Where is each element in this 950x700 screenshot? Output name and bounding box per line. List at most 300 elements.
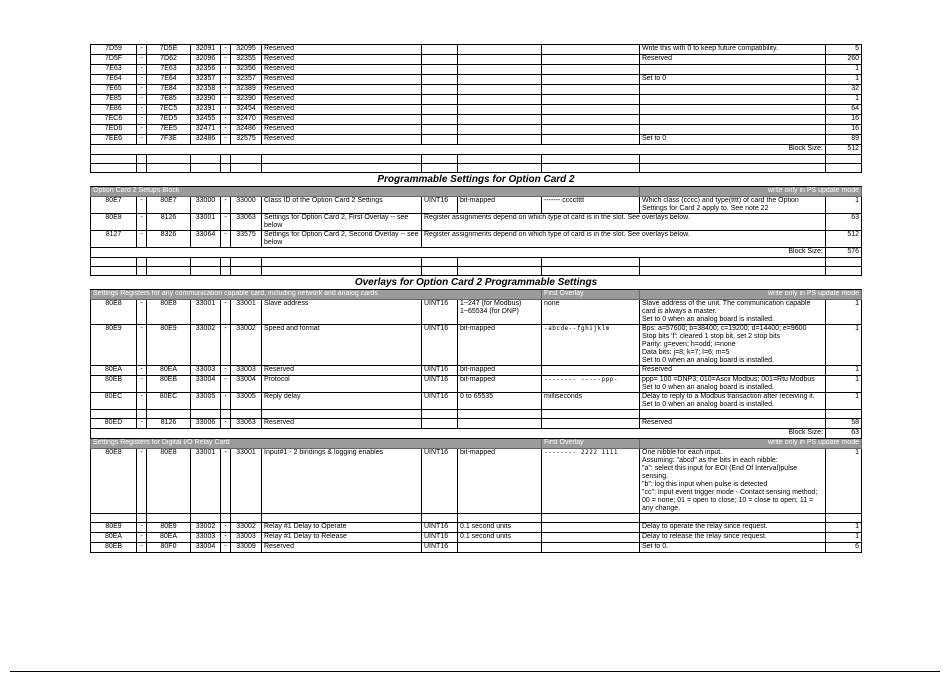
hex-end-cell: 7ED5 xyxy=(147,115,191,125)
dash-cell: - xyxy=(221,376,231,393)
register-name-cell: Reserved xyxy=(262,366,422,376)
dash-cell: - xyxy=(221,45,231,55)
dash-cell: - xyxy=(221,393,231,410)
hex-end-cell: 80E9 xyxy=(147,325,191,366)
table-row xyxy=(91,65,862,75)
dec-start-cell: 33006 xyxy=(191,419,221,429)
units-cell: milliseconds xyxy=(542,393,640,410)
format-cell xyxy=(422,135,458,145)
format-cell xyxy=(422,65,458,75)
format-cell xyxy=(422,125,458,135)
band-write-mode: write only in PS update mode xyxy=(640,439,862,449)
dec-start-cell: 33000 xyxy=(191,197,221,214)
size-cell: 6 xyxy=(826,543,862,553)
hex-start-cell: 80EA xyxy=(91,533,137,543)
dec-end-cell: 32454 xyxy=(231,105,262,115)
range-cell xyxy=(458,105,542,115)
section-title: Programmable Settings for Option Card 2 xyxy=(91,173,862,187)
table-row xyxy=(91,75,862,85)
description-cell xyxy=(640,65,826,75)
format-cell xyxy=(422,55,458,65)
range-cell: 0.1 second units xyxy=(458,523,542,533)
units-cell xyxy=(542,366,640,376)
units-cell: ------- cccctttt xyxy=(542,197,640,214)
dec-end-cell: 32486 xyxy=(231,125,262,135)
description-cell xyxy=(640,125,826,135)
range-cell xyxy=(458,75,542,85)
size-cell: 1 xyxy=(826,325,862,366)
dec-end-cell: 33575 xyxy=(231,231,262,248)
range-cell xyxy=(458,95,542,105)
table-row xyxy=(91,393,862,410)
dash-cell: - xyxy=(137,325,147,366)
dash-cell: - xyxy=(137,105,147,115)
dash-cell: - xyxy=(221,543,231,553)
table-row xyxy=(91,325,862,366)
hex-start-cell: 7E64 xyxy=(91,75,137,85)
units-cell xyxy=(542,105,640,115)
size-cell: 63 xyxy=(826,214,862,231)
dec-end-cell: 32390 xyxy=(231,95,262,105)
units-cell: -------- 2222 1111 xyxy=(542,449,640,514)
hex-end-cell: 80EA xyxy=(147,366,191,376)
band-overlay: First Overlay xyxy=(542,290,640,300)
range-cell: 0 to 65535 xyxy=(458,393,542,410)
dec-start-cell: 32455 xyxy=(191,115,221,125)
register-name-cell: Reserved xyxy=(262,95,422,105)
format-cell xyxy=(422,115,458,125)
hex-end-cell: 80E8 xyxy=(147,449,191,514)
dec-end-cell: 33003 xyxy=(231,366,262,376)
dash-cell: - xyxy=(221,523,231,533)
register-name-cell: Reserved xyxy=(262,85,422,95)
register-name-cell: Reserved xyxy=(262,135,422,145)
dec-start-cell: 33001 xyxy=(191,214,221,231)
dash-cell: - xyxy=(221,95,231,105)
size-cell: 512 xyxy=(826,231,862,248)
dec-end-cell: 33001 xyxy=(231,300,262,325)
register-name-cell: Reserved xyxy=(262,419,422,429)
units-cell xyxy=(542,115,640,125)
dash-cell: - xyxy=(137,135,147,145)
format-cell xyxy=(422,75,458,85)
dec-end-cell: 33063 xyxy=(231,419,262,429)
section-title-row xyxy=(91,173,862,187)
description-cell xyxy=(640,115,826,125)
format-cell: UINT16 xyxy=(422,449,458,514)
size-cell: 260 xyxy=(826,55,862,65)
dash-cell: - xyxy=(137,366,147,376)
dec-start-cell: 33064 xyxy=(191,231,221,248)
dash-cell: - xyxy=(221,125,231,135)
hex-start-cell: 7D5F xyxy=(91,55,137,65)
size-cell: 1 xyxy=(826,95,862,105)
description-cell: Bps: a=57600; b=38400; c=19200; d=14400; e=9600 Stop bits 'f': cleared 1 stop bit, set 2 stop bits Parity: g=even; h=odd; i=none Data bits: j=8; k=7; l=6; m=5 Set to 0 when an analog board is installed. xyxy=(640,325,826,366)
hex-start-cell: 7ED6 xyxy=(91,125,137,135)
dec-start-cell: 32096 xyxy=(191,55,221,65)
format-cell: UINT16 xyxy=(422,393,458,410)
hex-start-cell: 80E8 xyxy=(91,300,137,325)
format-cell xyxy=(422,45,458,55)
range-cell xyxy=(458,115,542,125)
block-size-label: Block Size: xyxy=(91,429,826,439)
dash-cell: - xyxy=(137,449,147,514)
register-name-cell: Reply delay xyxy=(262,393,422,410)
dec-end-cell: 33004 xyxy=(231,376,262,393)
units-cell: -------- -----ppp- xyxy=(542,376,640,393)
band-label: Option Card 2 Setups Block xyxy=(91,187,640,197)
register-name-cell: Settings for Option Card 2, First Overlay -- see below xyxy=(262,214,422,231)
format-cell xyxy=(422,105,458,115)
hex-end-cell: 80F0 xyxy=(147,543,191,553)
units-cell xyxy=(542,85,640,95)
dec-start-cell: 33002 xyxy=(191,523,221,533)
range-cell: bit-mapped xyxy=(458,366,542,376)
description-cell: Set to 0 xyxy=(640,75,826,85)
dec-start-cell: 33003 xyxy=(191,533,221,543)
range-cell xyxy=(458,45,542,55)
table-row xyxy=(91,533,862,543)
hex-end-cell: 7EC5 xyxy=(147,105,191,115)
register-name-cell: Reserved xyxy=(262,125,422,135)
units-cell: none xyxy=(542,300,640,325)
units-cell xyxy=(542,523,640,533)
table-row xyxy=(91,449,862,514)
dash-cell: - xyxy=(137,115,147,125)
dec-start-cell: 33001 xyxy=(191,449,221,514)
format-cell xyxy=(422,95,458,105)
hex-start-cell: 7D59 xyxy=(91,45,137,55)
band-label: Settings Registers for Digital I/O Relay Card xyxy=(91,439,542,449)
range-cell xyxy=(458,419,542,429)
blank-row xyxy=(91,258,862,267)
format-cell: UINT16 xyxy=(422,533,458,543)
hex-start-cell: 80E9 xyxy=(91,325,137,366)
dash-cell: - xyxy=(221,214,231,231)
dec-end-cell: 32095 xyxy=(231,45,262,55)
table-row xyxy=(91,419,862,429)
band-write-mode: write only in PS update mode xyxy=(640,187,862,197)
description-cell: Set to 0. xyxy=(640,543,826,553)
range-cell xyxy=(458,125,542,135)
dec-start-cell: 33004 xyxy=(191,543,221,553)
description-cell: Set to 0 xyxy=(640,135,826,145)
dec-end-cell: 33063 xyxy=(231,214,262,231)
hex-end-cell: 80EA xyxy=(147,533,191,543)
page-footer-rule xyxy=(10,671,940,672)
dec-start-cell: 32358 xyxy=(191,85,221,95)
dec-start-cell: 32390 xyxy=(191,95,221,105)
section-title-row xyxy=(91,276,862,290)
dec-end-cell: 32356 xyxy=(231,65,262,75)
register-name-cell: Class ID of the Option Card 2 Settings xyxy=(262,197,422,214)
size-cell: 1 xyxy=(826,376,862,393)
overlay-note-cell: Register assignments depend on which type of card is in the slot. See overlays below. xyxy=(422,214,826,231)
size-cell: 1 xyxy=(826,449,862,514)
table-row xyxy=(91,115,862,125)
description-cell xyxy=(640,105,826,115)
hex-start-cell: 80EB xyxy=(91,543,137,553)
dec-start-cell: 33003 xyxy=(191,366,221,376)
description-cell: Reserved xyxy=(640,366,826,376)
blank-row xyxy=(91,155,862,164)
dash-cell: - xyxy=(221,366,231,376)
range-cell: 1~247 (for Modbus) 1~65534 (for DNP) xyxy=(458,300,542,325)
hex-end-cell: 80EB xyxy=(147,376,191,393)
dash-cell: - xyxy=(221,85,231,95)
units-cell xyxy=(542,75,640,85)
register-name-cell: Input#1 - 2 bindings & logging enables xyxy=(262,449,422,514)
size-cell: 5 xyxy=(826,45,862,55)
size-cell: 1 xyxy=(826,65,862,75)
dash-cell: - xyxy=(137,376,147,393)
table-row xyxy=(91,105,862,115)
description-cell: Delay to operate the relay since request. xyxy=(640,523,826,533)
dec-start-cell: 32486 xyxy=(191,135,221,145)
dash-cell: - xyxy=(137,533,147,543)
hex-start-cell: 7E86 xyxy=(91,105,137,115)
dec-start-cell: 33004 xyxy=(191,376,221,393)
block-size-label: Block Size: xyxy=(91,145,826,155)
block-size-row xyxy=(91,248,862,258)
units-cell xyxy=(542,419,640,429)
table-row xyxy=(91,543,862,553)
range-cell xyxy=(458,85,542,95)
register-name-cell: Reserved xyxy=(262,75,422,85)
size-cell: 16 xyxy=(826,125,862,135)
register-name-cell: Reserved xyxy=(262,543,422,553)
hex-start-cell: 80EA xyxy=(91,366,137,376)
blank-row xyxy=(91,267,862,276)
dec-end-cell: 32357 xyxy=(231,75,262,85)
format-cell: UINT16 xyxy=(422,325,458,366)
dash-cell: - xyxy=(221,419,231,429)
range-cell: bit-mapped xyxy=(458,376,542,393)
hex-start-cell: 7E63 xyxy=(91,65,137,75)
hex-end-cell: 80EC xyxy=(147,393,191,410)
dash-cell: - xyxy=(221,533,231,543)
dash-cell: - xyxy=(137,393,147,410)
range-cell xyxy=(458,65,542,75)
register-name-cell: Reserved xyxy=(262,115,422,125)
dash-cell: - xyxy=(137,95,147,105)
section-title: Overlays for Option Card 2 Programmable Settings xyxy=(91,276,862,290)
table-row xyxy=(91,197,862,214)
dash-cell: - xyxy=(221,449,231,514)
dash-cell: - xyxy=(221,115,231,125)
dash-cell: - xyxy=(137,45,147,55)
hex-end-cell: 7E85 xyxy=(147,95,191,105)
dash-cell: - xyxy=(221,105,231,115)
blank-row xyxy=(91,410,862,419)
dash-cell: - xyxy=(221,197,231,214)
description-cell: Write this with 0 to keep future compatibility. xyxy=(640,45,826,55)
description-cell: Slave address of the unit. The communication capable card is always a master. Set to 0 when an analog board is installed. xyxy=(640,300,826,325)
units-cell xyxy=(542,135,640,145)
block-size-row xyxy=(91,429,862,439)
format-cell: UINT16 xyxy=(422,523,458,533)
dec-end-cell: 33009 xyxy=(231,543,262,553)
block-size-label: Block Size: xyxy=(91,248,826,258)
hex-end-cell: 7EE5 xyxy=(147,125,191,135)
range-cell xyxy=(458,135,542,145)
dash-cell: - xyxy=(137,300,147,325)
register-name-cell: Settings for Option Card 2, Second Overlay -- see below xyxy=(262,231,422,248)
size-cell: 58 xyxy=(826,419,862,429)
units-cell: -abcde--fghijklm xyxy=(542,325,640,366)
table-row xyxy=(91,125,862,135)
dash-cell: - xyxy=(137,55,147,65)
dec-start-cell: 32391 xyxy=(191,105,221,115)
table-row xyxy=(91,135,862,145)
register-name-cell: Reserved xyxy=(262,65,422,75)
table-row xyxy=(91,55,862,65)
dash-cell: - xyxy=(137,419,147,429)
table-row xyxy=(91,376,862,393)
hex-start-cell: 7E65 xyxy=(91,85,137,95)
register-table-body xyxy=(91,45,862,553)
hex-end-cell: 8326 xyxy=(147,231,191,248)
hex-start-cell: 80E8 xyxy=(91,449,137,514)
dec-end-cell: 33001 xyxy=(231,449,262,514)
dec-start-cell: 32091 xyxy=(191,45,221,55)
hex-end-cell: 7E84 xyxy=(147,85,191,95)
size-cell: 1 xyxy=(826,523,862,533)
hex-end-cell: 7F3E xyxy=(147,135,191,145)
register-table xyxy=(90,44,862,553)
band-label: Settings Registers for any communication capable card, including network and analog cards xyxy=(91,290,542,300)
dash-cell: - xyxy=(137,85,147,95)
size-cell: 16 xyxy=(826,115,862,125)
dash-cell: - xyxy=(221,325,231,366)
range-cell: bit-mapped xyxy=(458,449,542,514)
description-cell: Reserved xyxy=(640,55,826,65)
hex-start-cell: 80EC xyxy=(91,393,137,410)
dash-cell: - xyxy=(137,125,147,135)
table-row xyxy=(91,95,862,105)
section-band xyxy=(91,290,862,300)
description-cell: ppp= 100 =DNP3; 010=Ascii Modbus; 001=Rtu Modbus Set to 0 when an analog board is installed. xyxy=(640,376,826,393)
register-name-cell: Speed and format xyxy=(262,325,422,366)
table-row xyxy=(91,45,862,55)
format-cell: UINT16 xyxy=(422,366,458,376)
dash-cell: - xyxy=(137,214,147,231)
range-cell: 0.1 second units xyxy=(458,533,542,543)
units-cell xyxy=(542,65,640,75)
size-cell: 1 xyxy=(826,75,862,85)
format-cell xyxy=(422,419,458,429)
size-cell: 32 xyxy=(826,85,862,95)
register-name-cell: Protocol xyxy=(262,376,422,393)
dec-start-cell: 32356 xyxy=(191,65,221,75)
size-cell: 89 xyxy=(826,135,862,145)
hex-end-cell: 8126 xyxy=(147,214,191,231)
dec-end-cell: 33000 xyxy=(231,197,262,214)
table-row xyxy=(91,85,862,95)
register-map-document xyxy=(90,44,861,553)
dash-cell: - xyxy=(137,65,147,75)
hex-end-cell: 7E63 xyxy=(147,65,191,75)
dash-cell: - xyxy=(221,65,231,75)
register-name-cell: Reserved xyxy=(262,105,422,115)
block-size-value: 512 xyxy=(826,145,862,155)
format-cell: UINT16 xyxy=(422,543,458,553)
units-cell xyxy=(542,55,640,65)
units-cell xyxy=(542,543,640,553)
description-cell: Delay to release the relay since request. xyxy=(640,533,826,543)
hex-start-cell: 80E7 xyxy=(91,197,137,214)
range-cell xyxy=(458,55,542,65)
section-band xyxy=(91,187,862,197)
dec-start-cell: 33005 xyxy=(191,393,221,410)
hex-end-cell: 7D5E xyxy=(147,45,191,55)
section-band xyxy=(91,439,862,449)
range-cell xyxy=(458,543,542,553)
format-cell: UINT16 xyxy=(422,197,458,214)
hex-end-cell: 8126 xyxy=(147,419,191,429)
description-cell xyxy=(640,85,826,95)
block-size-value: 576 xyxy=(826,248,862,258)
dash-cell: - xyxy=(221,55,231,65)
register-name-cell: Slave address xyxy=(262,300,422,325)
dash-cell: - xyxy=(221,135,231,145)
hex-end-cell: 7D62 xyxy=(147,55,191,65)
dash-cell: - xyxy=(137,543,147,553)
band-write-mode: write only in PS update mode xyxy=(640,290,862,300)
size-cell: 1 xyxy=(826,533,862,543)
dash-cell: - xyxy=(221,231,231,248)
block-size-row xyxy=(91,145,862,155)
dec-end-cell: 32389 xyxy=(231,85,262,95)
hex-start-cell: 80EB xyxy=(91,376,137,393)
dash-cell: - xyxy=(137,523,147,533)
dash-cell: - xyxy=(221,300,231,325)
dec-start-cell: 32357 xyxy=(191,75,221,85)
dash-cell: - xyxy=(221,75,231,85)
block-size-value: 63 xyxy=(826,429,862,439)
blank-row xyxy=(91,514,862,523)
band-overlay: First Overlay xyxy=(542,439,640,449)
format-cell: UINT16 xyxy=(422,300,458,325)
dec-start-cell: 33002 xyxy=(191,325,221,366)
register-name-cell: Relay #1 Delay to Release xyxy=(262,533,422,543)
hex-end-cell: 7E64 xyxy=(147,75,191,85)
units-cell xyxy=(542,45,640,55)
register-name-cell: Reserved xyxy=(262,55,422,65)
hex-start-cell: 7EE6 xyxy=(91,135,137,145)
size-cell: 1 xyxy=(826,366,862,376)
dec-end-cell: 32355 xyxy=(231,55,262,65)
dec-end-cell: 33002 xyxy=(231,523,262,533)
table-row xyxy=(91,231,862,248)
hex-start-cell: 7EC6 xyxy=(91,115,137,125)
units-cell xyxy=(542,125,640,135)
dash-cell: - xyxy=(137,197,147,214)
hex-start-cell: 80ED xyxy=(91,419,137,429)
dec-end-cell: 33003 xyxy=(231,533,262,543)
hex-end-cell: 80E8 xyxy=(147,300,191,325)
table-row xyxy=(91,214,862,231)
size-cell: 1 xyxy=(826,197,862,214)
dash-cell: - xyxy=(137,75,147,85)
dash-cell: - xyxy=(137,231,147,248)
range-cell: bit-mapped xyxy=(458,197,542,214)
description-cell: One nibble for each input. Assuming: "abcd" as the bits in each nibble: "a": select this input for EOI (End Of Interval)pulse sensing. "b": log this input when pulse is detected "cc": Input event trigger mode - Contact sensing method; 00 = none; 01 = open to close; 10 = close to open; 11 = any change. xyxy=(640,449,826,514)
size-cell: 1 xyxy=(826,393,862,410)
hex-end-cell: 80E9 xyxy=(147,523,191,533)
dec-end-cell: 33002 xyxy=(231,325,262,366)
description-cell: Which class (cccc) and type(tttt) of card the Option Settings for Card 2 apply to. See note 22 xyxy=(640,197,826,214)
